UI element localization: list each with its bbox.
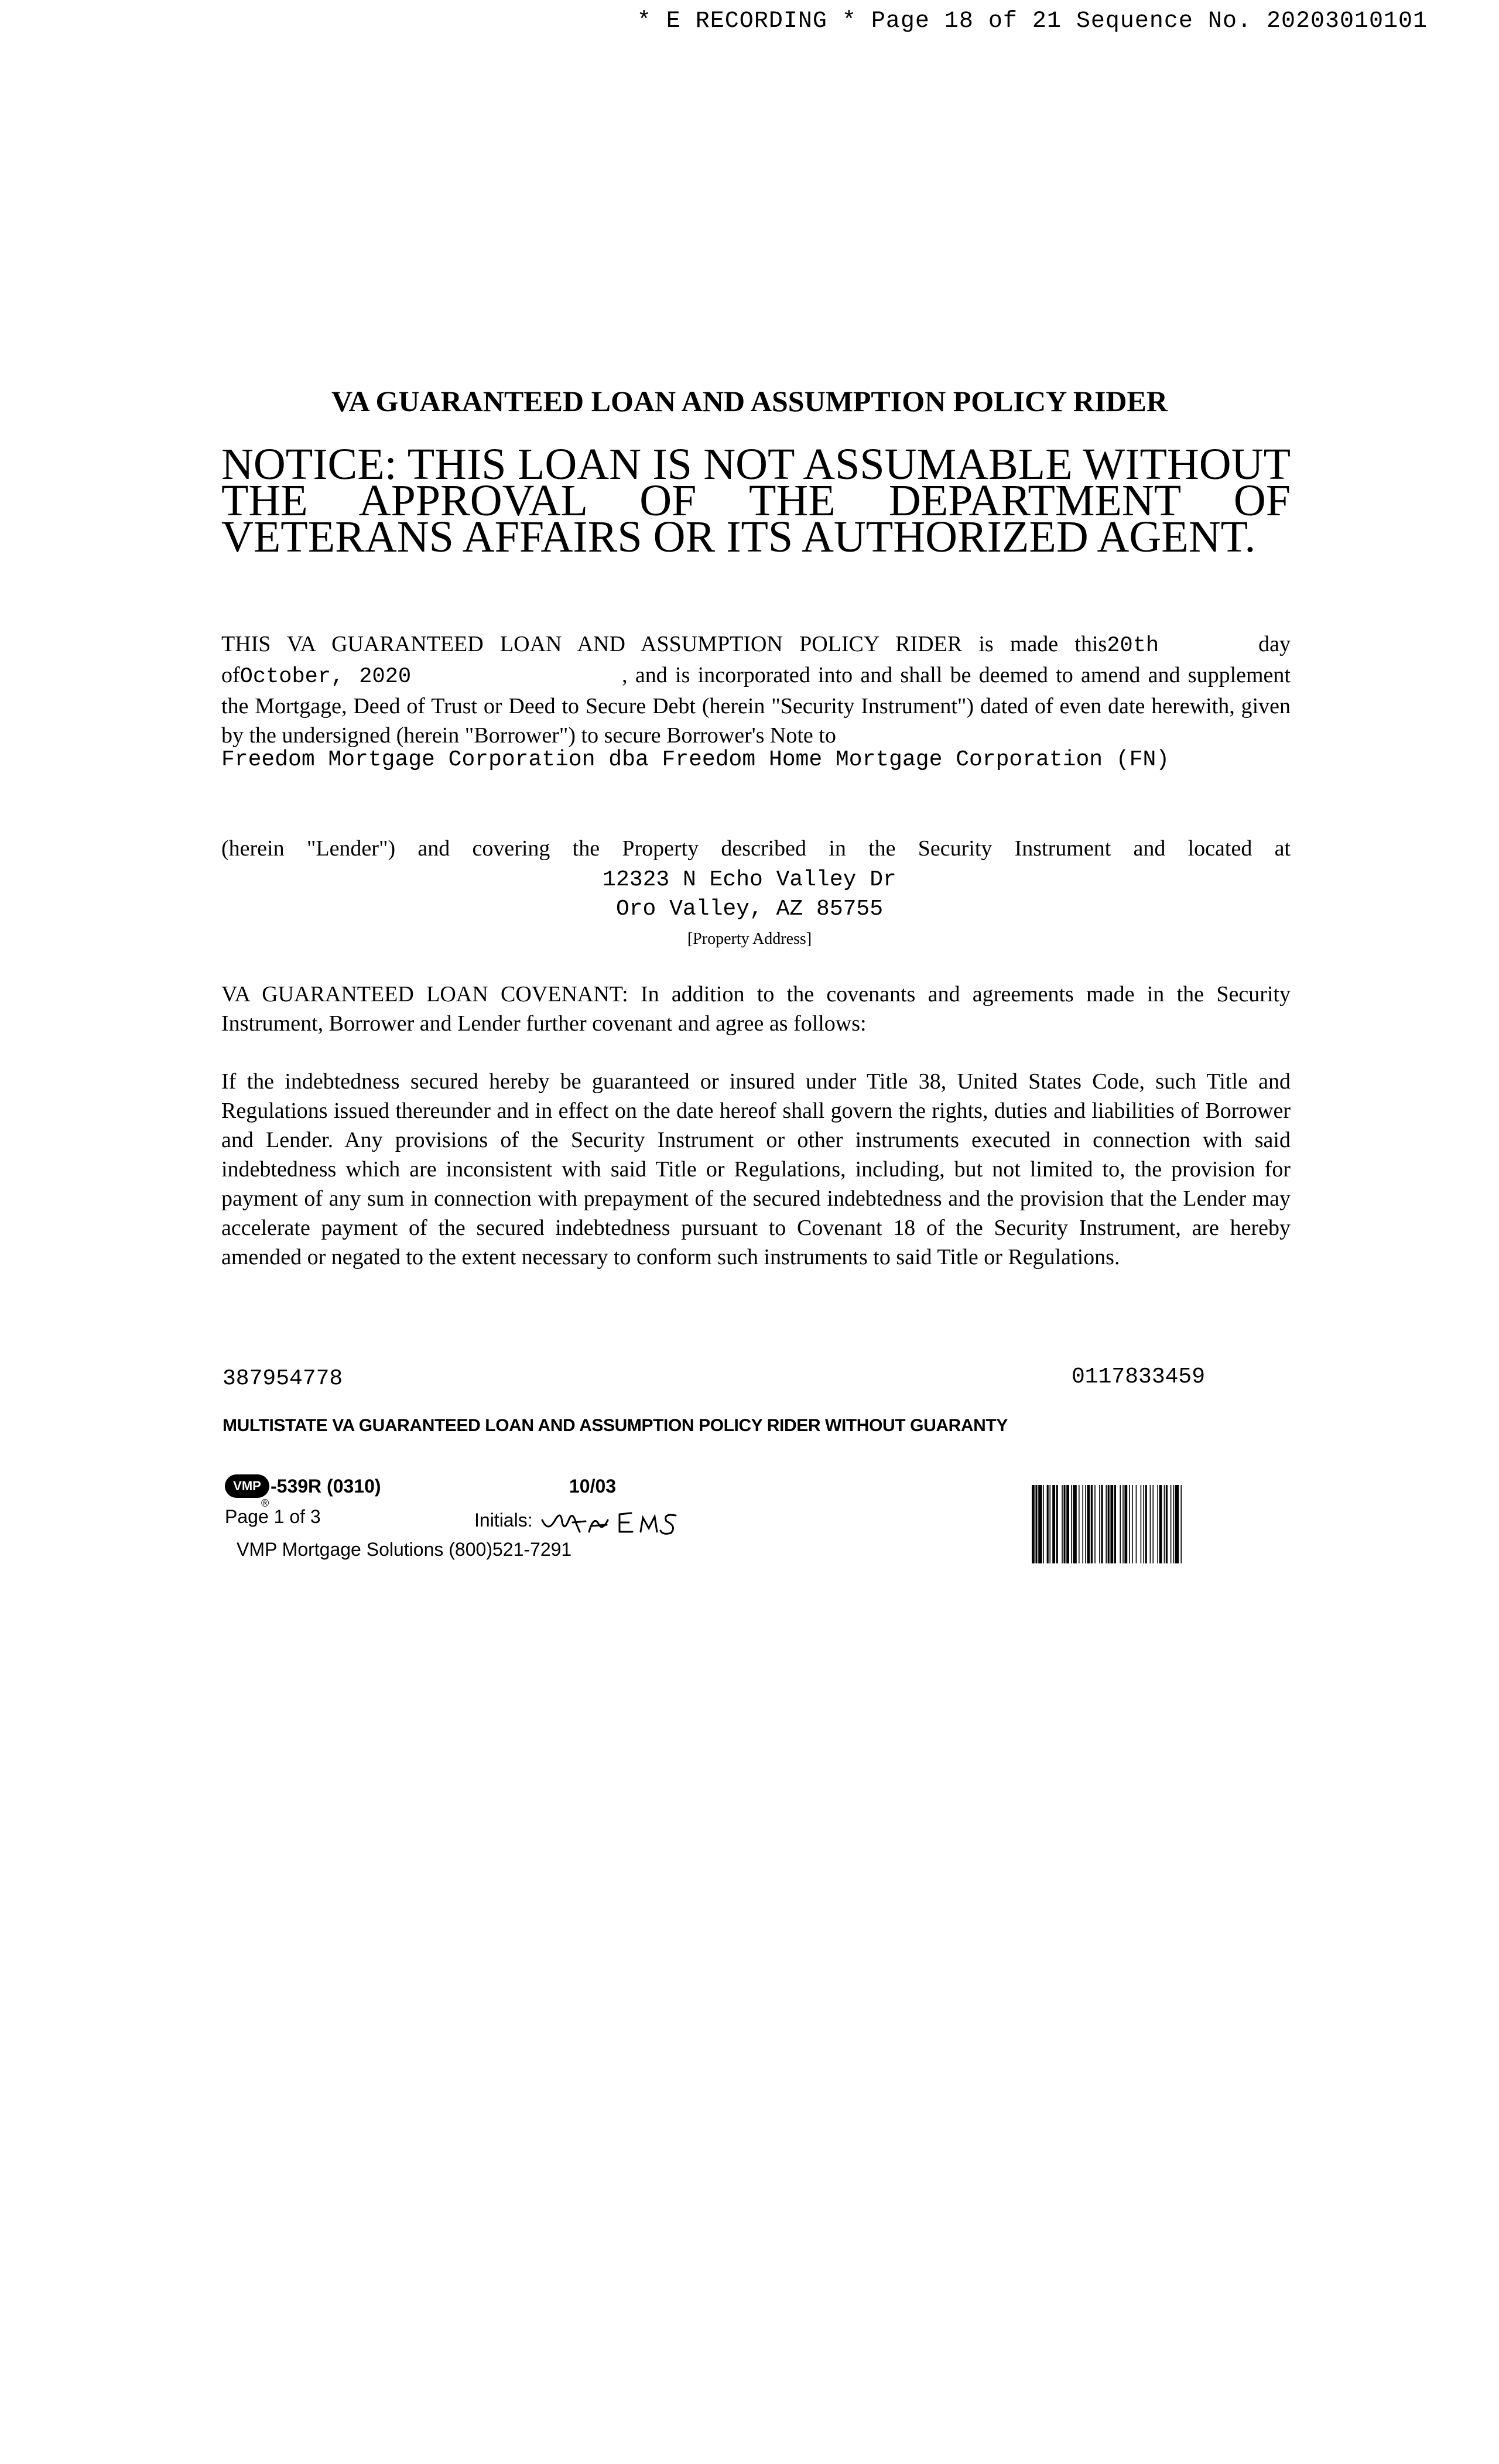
covenant-body: If the indebtedness secured hereby be guaranteed or insured under Title 38, United States Code, such Title and Regulations issued thereunder and in effect on the date hereof shall govern the rights, duties and liabilities of Borrower and Lender. Any provisions of the Security Instrument or other instruments executed in connection with said indebtedness which are inconsistent with said Title or Regulations, including, but not limited to, the provision for payment of any sum in connection with prepayment of the secured indebtedness and the provision that the Lender may accelerate payment of the secured indebtedness pursuant to Covenant 18 of the Security Instrument, are hereby amended or negated to the extent necessary to conform such instruments to said Title or Regulations.	[221, 1069, 1291, 1269]
page-indicator: Page 1 of 3	[225, 1506, 321, 1527]
property-street: 12323 N Echo Valley Dr	[603, 867, 896, 892]
covenant-intro: VA GUARANTEED LOAN COVENANT: In addition to the covenants and agreements made in the Security Instrument, Borrower and Lender further covenant and agree as follows:	[221, 982, 1291, 1036]
lender-clause: (herein "Lender") and covering the Property described in the Security Instrument and located at	[221, 836, 1291, 861]
day-value: 20th	[1107, 634, 1159, 658]
month-year-value: October, 2020	[239, 665, 412, 689]
lender-name: Freedom Mortgage Corporation dba Freedom Home Mortgage Corporation (FN)	[221, 747, 1170, 772]
vmp-logo: VMP	[225, 1474, 269, 1498]
property-address-label: [Property Address]	[687, 930, 812, 948]
barcode-icon	[1032, 1485, 1293, 1563]
registered-mark: ®	[261, 1497, 269, 1509]
assumability-notice: NOTICE: THIS LOAN IS NOT ASSUMABLE WITHOUT THE APPROVAL OF THE DEPARTMENT OF VETERANS AFFAIRS OR ITS AUTHORIZED AGENT.	[221, 440, 1291, 562]
initials-label: Initials:	[474, 1510, 533, 1531]
intro-paragraph	[221, 629, 1291, 750]
intro-text-1: THIS VA GUARANTEED LOAN AND ASSUMPTION POLICY RIDER is made this	[221, 632, 1107, 656]
vendor-line: VMP Mortgage Solutions (800)521-7291	[237, 1539, 572, 1560]
property-city-state-zip: Oro Valley, AZ 85755	[615, 896, 884, 922]
loan-number-right: 0117833459	[1072, 1364, 1206, 1390]
multistate-form-title: MULTISTATE VA GUARANTEED LOAN AND ASSUMPTION POLICY RIDER WITHOUT GUARANTY	[223, 1416, 1008, 1435]
signature-initials	[538, 1503, 690, 1538]
recording-header: * E RECORDING * Page 18 of 21 Sequence No. 20203010101	[636, 8, 1428, 35]
loan-number-left: 387954778	[223, 1366, 343, 1391]
intro-text-2: day of	[221, 632, 1291, 687]
form-code: -539R (0310)	[271, 1476, 381, 1497]
form-date: 10/03	[569, 1476, 617, 1497]
intro-text-3: , and is incorporated into and shall be deemed to amend and supplement the Mortgage, Deed of Trust or Deed to Secure Debt (herein "Security Instrument") dated of even date herewith, given by the undersigned (herein "Borrower") to secure Borrower's Note to	[221, 663, 1291, 748]
document-title: VA GUARANTEED LOAN AND ASSUMPTION POLICY RIDER	[331, 385, 1168, 417]
